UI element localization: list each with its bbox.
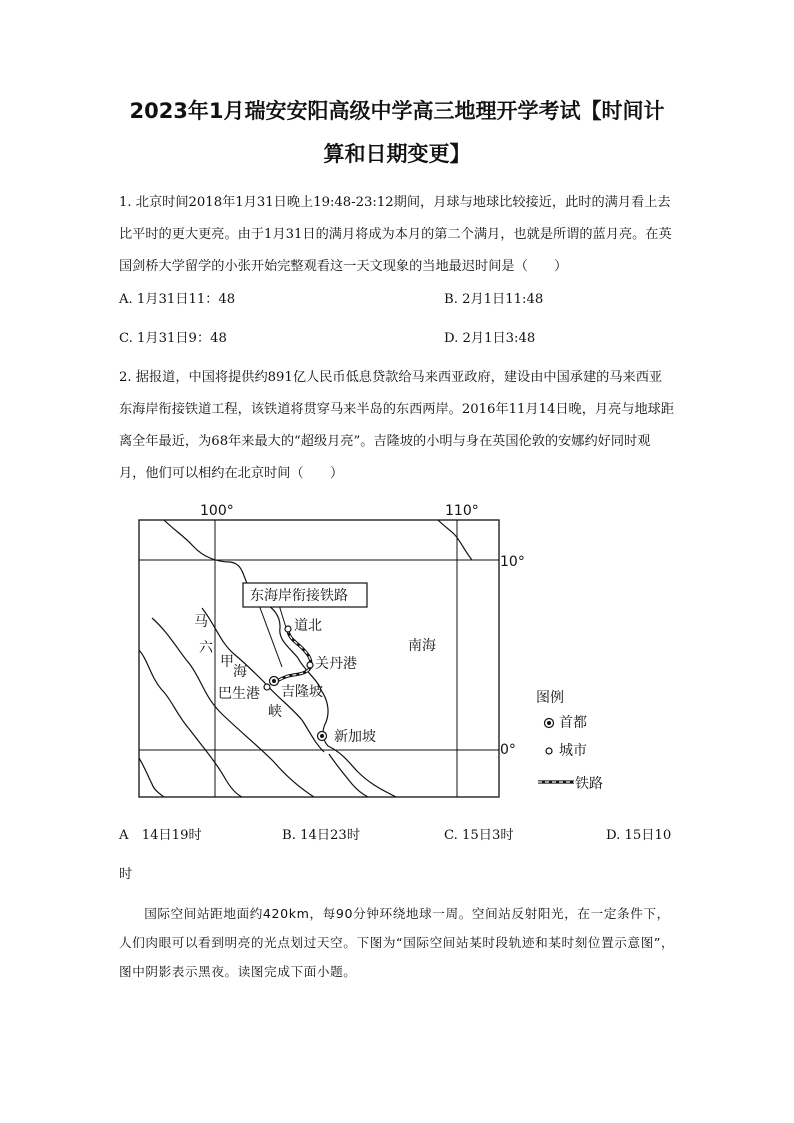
- sumatra-interior-coast: [139, 650, 242, 797]
- capital-marker-kuala-lumpur-dot: [272, 679, 276, 683]
- malay-peninsula-map: [138, 500, 603, 800]
- sea-label: 南海: [408, 638, 436, 654]
- legend-capital-label: 首都: [559, 715, 587, 731]
- question-2-options-row: [119, 824, 675, 844]
- city-marker-kuantan: [307, 662, 313, 668]
- legend-capital-icon-dot: [547, 721, 551, 725]
- question-1-options-row-2: [119, 327, 675, 347]
- capital-marker-singapore-dot: [320, 734, 324, 738]
- city-label-kuala-lumpur: 吉隆坡: [281, 684, 323, 700]
- northeast-coast: [438, 520, 472, 560]
- question-2-option-c: C. 15日3时: [444, 828, 514, 843]
- question-1-stem: 1. 北京时间2018年1月31日晚上19:48-23:12期间，月球与地球比较接近，此时的满月看上去比平时的更大更亮。由于1月31日的满月将成为本月的第二个满月，也就是所谓的蓝月亮。在英国剑桥大学留学的小张开始完整观看这一天文现象的当地最迟时间是（ ）: [119, 195, 672, 274]
- railway-callout-label: 东海岸衔接铁路: [250, 588, 348, 604]
- strait-char-4: 海: [233, 664, 247, 680]
- question-1-option-a: A. 1月31日11：48: [119, 292, 236, 307]
- document-title-line-2: 算和日期变更】: [323, 142, 471, 166]
- legend-title: 图例: [536, 690, 564, 706]
- strait-char-5: 峡: [268, 704, 282, 720]
- document-title-line-1: 2023年1月瑞安安阳高级中学高三地理开学考试【时间计: [129, 99, 665, 123]
- city-marker-daobei: [285, 626, 291, 632]
- question-2-stem: 2. 据报道，中国将提供约891亿人民币低息贷款给马来西亚政府，建设由中国承建的马来西亚东海岸衔接铁道工程，该铁道将贯穿马来半岛的东西两岸。2016年11月14日晚，月亮与地球距离全年最近，为68年来最大的“超级月亮”。吉隆坡的小明与身在英国伦敦的安娜约好同时观月，他们可以相约在北京时间（ ）: [119, 370, 675, 481]
- strait-char-3: 甲: [220, 654, 234, 670]
- southwest-coast: [139, 758, 164, 797]
- longitude-110-label: 110°: [445, 503, 479, 519]
- strait-char-2: 六: [199, 640, 213, 656]
- east-coastline: [164, 520, 396, 797]
- question-1-option-c: C. 1月31日9：48: [119, 331, 227, 346]
- question-1-option-d: D. 2月1日3:48: [444, 331, 536, 346]
- city-label-singapore: 新加坡: [334, 729, 376, 745]
- city-label-klang: 巴生港: [218, 686, 260, 702]
- question-2-option-a: A 14日19时: [119, 828, 202, 843]
- question-1-options-row-1: [119, 288, 675, 308]
- question-1-option-b: B. 2月1日11:48: [444, 292, 544, 307]
- strait-char-1: 马: [194, 614, 208, 630]
- question-2-option-d-wrap-row: [119, 863, 675, 883]
- legend-city-icon: [546, 748, 552, 754]
- legend-city-label: 城市: [559, 743, 587, 759]
- city-marker-klang: [264, 684, 270, 690]
- question-2-option-d-wrap: 时: [119, 867, 133, 882]
- legend-symbols: [530, 710, 578, 790]
- callout-leader-1: [259, 605, 282, 667]
- question-2-option-d: D. 15日10: [606, 828, 672, 843]
- city-label-daobei: 道北: [294, 618, 322, 634]
- question-2-option-b: B. 14日23时: [282, 828, 361, 843]
- latitude-10-label: 10°: [500, 554, 525, 570]
- space-station-intro: 国际空间站距地面约420km，每90分钟环绕地球一周。空间站反射阳光，在一定条件下，人们肉眼可以看到明亮的光点划过天空。下图为“国际空间站某时段轨迹和某时刻位置示意图”，图中阴影表示黑夜。读图完成下面小题。: [119, 906, 675, 979]
- longitude-100-label: 100°: [200, 503, 234, 519]
- legend-railway-label: 铁路: [575, 776, 603, 792]
- latitude-0-label: 0°: [500, 742, 516, 758]
- city-label-kuantan: 关丹港: [315, 656, 357, 672]
